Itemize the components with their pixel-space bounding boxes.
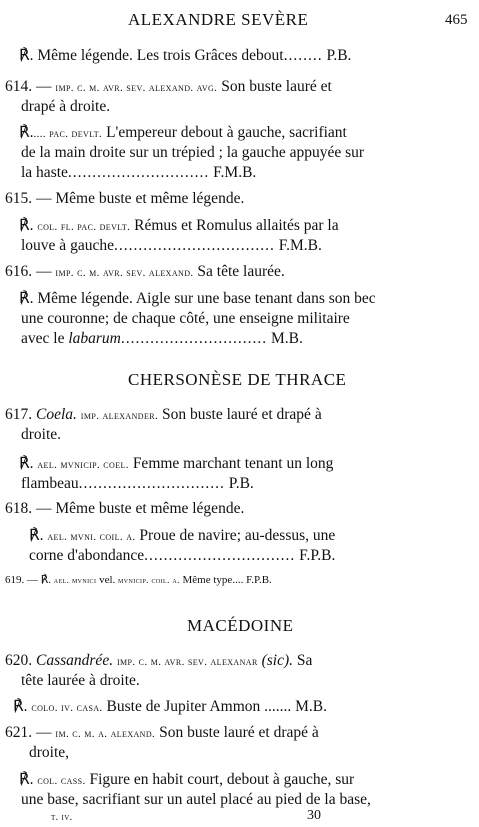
reverse-mark: ℟.	[13, 698, 28, 715]
entry-614-cont: drapé à droite.	[21, 98, 111, 115]
reverse-616	[19, 289, 376, 309]
section-heading: MACÉDOINE	[187, 616, 294, 635]
entry-618	[5, 499, 244, 519]
dash: —	[27, 574, 38, 586]
reverse-615-cont	[21, 236, 322, 256]
entry-621-cont: droite,	[29, 744, 70, 761]
sheet-number: 30	[307, 808, 321, 823]
variant-word: vel.	[99, 574, 116, 586]
description: — Même buste et même légende.	[36, 500, 245, 517]
description: L'empereur debout à gauche, sacrifiant	[106, 124, 347, 141]
entry-number: 619.	[5, 574, 25, 586]
reverse-615	[19, 216, 339, 237]
italic-word: labarum	[68, 330, 121, 347]
dot-leader: ........	[283, 47, 323, 64]
description: Son buste lauré et	[221, 78, 332, 95]
reverse-614-cont	[21, 163, 256, 183]
size-grade: M.B.	[271, 330, 303, 347]
description: Rémus et Romulus allaités par la	[134, 217, 339, 234]
coin-legend: col. fl. pac. devlt.	[37, 221, 131, 233]
entry-617-cont: droite.	[21, 426, 62, 443]
dot-leader: ...............................	[144, 547, 296, 564]
coin-legend: colo. iv. casa.	[31, 702, 103, 714]
dot-leader: .................................	[113, 237, 275, 254]
description: Son buste lauré et drapé à	[162, 406, 322, 423]
description: — Même buste et même légende.	[36, 190, 245, 207]
description: Figure en habit court, debout à gauche, sur	[89, 771, 355, 788]
reverse-617-cont	[21, 474, 254, 494]
coin-legend: imp. c. m. avr. sev. alexand. avg.	[55, 82, 218, 94]
coin-legend: ael. mvni. coil. a.	[47, 531, 136, 543]
entry-number: 616.	[5, 263, 33, 280]
reverse-mark: ℟.	[19, 217, 34, 234]
dash: —	[36, 724, 52, 741]
signature-mark: t. iv.	[51, 812, 73, 823]
reverse-618-cont	[29, 546, 335, 566]
dot-leader: .......	[264, 698, 292, 715]
coin-legend: col. cass.	[37, 775, 86, 787]
size-grade: F.P.B.	[299, 547, 336, 564]
coin-legend: imp. alexander.	[80, 410, 159, 422]
dash: —	[36, 263, 52, 280]
description: Même légende. Aigle sur une base tenant dans son bec	[37, 290, 376, 307]
reverse-mark: ℟.	[19, 47, 34, 64]
size-grade: F.M.B.	[278, 237, 322, 254]
entry-619	[5, 572, 272, 588]
entry-number: 614.	[5, 78, 33, 95]
entry-number: 615.	[5, 190, 33, 207]
reverse-614	[19, 123, 347, 144]
coin-legend: imp. c. m. avr. sev. alexand.	[55, 267, 194, 279]
reverse-616-cont	[21, 329, 303, 349]
dot-leader: ..............................	[78, 475, 225, 492]
size-grade: P.B.	[228, 475, 254, 492]
entry-621	[5, 723, 319, 744]
size-grade: F.P.B.	[246, 574, 272, 586]
entry-620	[5, 651, 312, 672]
reverse-mark: ℟.	[19, 290, 34, 307]
entry-number: 621.	[5, 724, 33, 741]
coin-legend: im. c. m. a. alexand.	[55, 728, 156, 740]
reverse-621	[19, 770, 354, 791]
description: Son buste lauré et drapé à	[159, 724, 319, 741]
size-grade: M.B.	[295, 698, 327, 715]
entry-number: 620.	[5, 652, 33, 669]
reverse-618	[29, 526, 335, 547]
dash: —	[36, 78, 52, 95]
coin-legend: imp. c. m. avr. sev. alexanar	[116, 656, 258, 668]
entry-616	[5, 262, 285, 283]
description: Proue de navire; au-dessus, une	[139, 527, 336, 544]
dot-leader: ....	[232, 574, 244, 586]
reverse-mark: ℟.	[19, 455, 34, 472]
running-title: ALEXANDRE SEVÈRE	[128, 10, 309, 29]
coin-legend: ael. mvnicip. coel.	[37, 459, 129, 471]
coin-legend: mvnicip. coil. a.	[118, 575, 180, 585]
reverse-620	[13, 697, 327, 718]
size-grade: P.B.	[326, 47, 352, 64]
description: Même type	[182, 574, 233, 586]
description: Buste de Jupiter Ammon	[106, 698, 261, 715]
reverse-mark: ℟.	[29, 527, 44, 544]
reverse-621-cont: une base, sacrifiant sur un autel placé au pied de la base,	[21, 791, 371, 808]
reverse-mark: ℟.	[19, 124, 34, 141]
description: Sa tête laurée.	[197, 263, 285, 280]
reverse-mark: ℟.	[19, 771, 34, 788]
coin-legend: .... pac. devlt.	[33, 128, 103, 140]
description: Femme marchant tenant un long	[132, 455, 334, 472]
section-heading: CHERSONÈSE DE THRACE	[128, 370, 347, 389]
description: corne d'abondance	[29, 547, 145, 564]
reverse-616-cont: une couronne; de chaque côté, une enseigne militaire	[21, 310, 350, 327]
reverse-mark: ℟.	[40, 574, 52, 586]
size-grade: F.M.B.	[213, 164, 257, 181]
entry-614	[5, 77, 332, 98]
entry-620-cont: tête laurée à droite.	[21, 672, 140, 689]
page-number: 465	[445, 12, 468, 28]
description: Sa	[296, 652, 313, 669]
city-name: Cassandrée.	[36, 652, 114, 669]
description: Même légende. Les trois Grâces debout	[37, 47, 284, 64]
entry-number: 618.	[5, 500, 33, 517]
sic-note: (sic).	[261, 652, 293, 669]
entry-number: 617.	[5, 406, 33, 423]
entry-617	[5, 405, 322, 426]
description: louve à gauche	[21, 237, 114, 254]
reverse-line	[19, 46, 351, 66]
coin-legend: ael. mvnici	[53, 575, 97, 585]
dot-leader: ..............................	[120, 330, 268, 347]
description: flambeau	[21, 475, 79, 492]
reverse-614-cont: de la main droite sur un trépied ; la gauche appuyée sur	[21, 144, 365, 161]
dot-leader: .............................	[67, 164, 210, 181]
entry-615	[5, 189, 244, 209]
description: la haste	[21, 164, 68, 181]
city-name: Coela.	[36, 406, 77, 423]
reverse-617	[19, 454, 333, 475]
description: avec le	[21, 330, 65, 347]
